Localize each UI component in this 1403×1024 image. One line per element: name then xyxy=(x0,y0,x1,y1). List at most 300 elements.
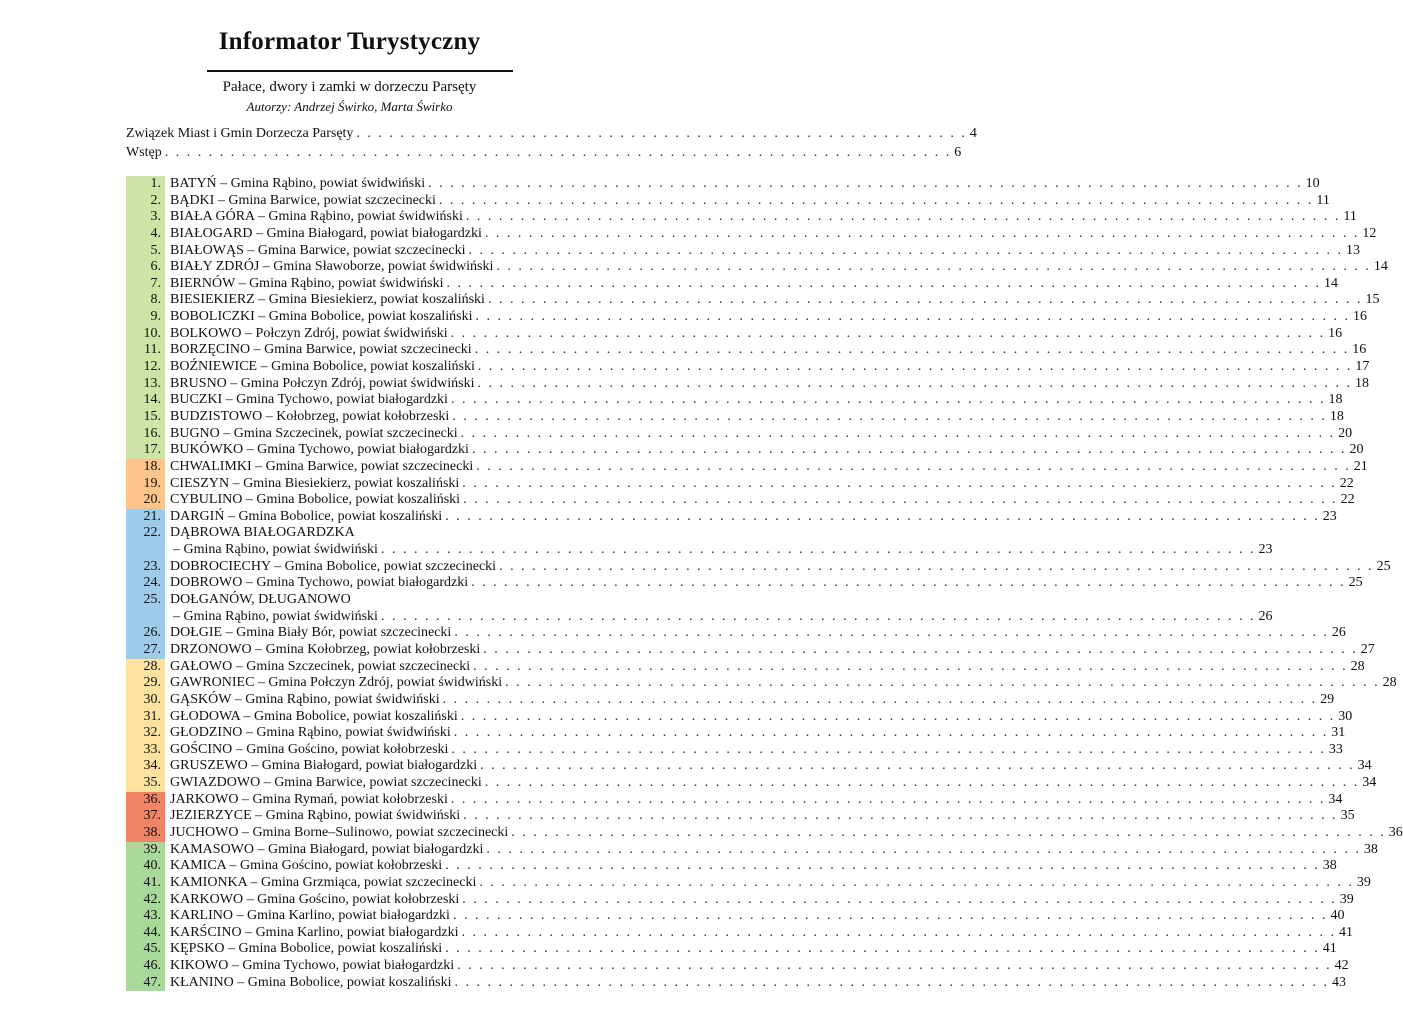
toc-entry xyxy=(165,592,586,609)
toc-page-number: 40 xyxy=(1330,908,1345,924)
toc-row[interactable] xyxy=(126,492,1355,509)
toc-entry-text: BIAŁOGARD – Gmina Białogard, powiat białogardzki xyxy=(170,225,482,241)
toc-number: 36. xyxy=(126,792,165,809)
toc-page-number: 42 xyxy=(1334,958,1349,974)
toc-number xyxy=(126,542,165,559)
toc-entry-text: BORZĘCINO – Gmina Barwice, powiat szczecinecki xyxy=(170,342,472,358)
dot-leader: . . . . . . . . . . . . . . . . . . . . . . . . . . . . . . . . . . . . . . . . . . . . . . . . . . . . . . . . . . . . . . . . . . . . . . . . . . . . . . . . xyxy=(445,941,1320,957)
toc-page-number: 38 xyxy=(1363,841,1378,857)
toc-entry xyxy=(165,342,1367,359)
toc-row[interactable] xyxy=(126,758,1372,775)
toc-number: 39. xyxy=(126,842,165,859)
toc-number: 18. xyxy=(126,459,165,476)
toc-entry-text: DOŁGIE – Gmina Biały Bór, powiat szczecinecki xyxy=(170,625,452,641)
toc-entry-text: KARŚCINO – Gmina Karlino, powiat białogardzki xyxy=(170,924,459,940)
dot-leader: . . . . . . . . . . . . . . . . . . . . . . . . . . . . . . . . . . . . . . . . . . . . . . . . . . . . . . . . . . . . . . . . . . . . . . . . . . . . . . . . xyxy=(446,275,1322,291)
toc-number: 44. xyxy=(126,925,165,942)
toc-row[interactable] xyxy=(126,974,1347,992)
toc-row[interactable] xyxy=(126,525,586,542)
toc-row[interactable] xyxy=(126,924,1354,942)
toc-entry-text: BĄDKI – Gmina Barwice, powiat szczecinecki xyxy=(170,192,436,208)
toc-number: 45. xyxy=(126,941,165,958)
toc-page-number: 10 xyxy=(1305,176,1320,191)
toc-row[interactable] xyxy=(126,691,1335,709)
toc-number: 16. xyxy=(126,426,165,443)
toc-page-number: 29 xyxy=(1320,691,1335,707)
toc-row[interactable] xyxy=(126,242,1360,260)
toc-entry xyxy=(165,408,1344,426)
toc-row[interactable] xyxy=(126,408,1344,426)
toc-entry xyxy=(165,808,1355,825)
toc-row[interactable] xyxy=(126,725,1346,742)
dot-leader: . . . . . . . . . . . . . . . . . . . . . . . . . . . . . . . . . . . . . . . . . . . . . . . . . . . . . . . . . . . . . . . . . . . . . . . . . . . . . . . . xyxy=(496,259,1371,275)
toc-row[interactable] xyxy=(126,958,1349,975)
dot-leader: . . . . . . . . . . . . . . . . . . . . . . . . . . . . . . . . . . . . . . . . . . . . . . . . . . . . . . . . . . . . . . . . . . . . . . . . . . . . . . . . xyxy=(468,242,1343,258)
toc-entry xyxy=(165,475,1354,493)
toc-entry xyxy=(165,192,1330,210)
toc-number: 28. xyxy=(126,659,165,676)
dot-leader: . . . . . . . . . . . . . . . . . . . . . . . . . . . . . . . . . . . . . . . . . . . . . . . . . . . . . . . . . . . . . . . . . . . . . . . . . . . . . . . . xyxy=(484,775,1360,791)
dot-leader: . . . . . . . . . . . . . . . . . . . . . . . . . . . . . . . . . . . . . . . . . . . . . . . . . . . . . . . . . . . . . . . . . . . . . . . . . . . . . . . . xyxy=(474,342,1350,358)
toc-row[interactable] xyxy=(126,342,1367,359)
toc-entry xyxy=(165,176,1320,193)
toc-entry xyxy=(165,675,1397,692)
toc-number: 30. xyxy=(126,692,165,709)
dot-leader: . . . . . . . . . . . . . . . . . . . . . . . . . . . . . . . . . . . . . . . . . . . . . . . . . . . . . . . . . . . . . . . . . . . . . . . . . . . . . . . . xyxy=(460,425,1336,441)
toc-number xyxy=(126,609,165,626)
toc-entry-text: – Gmina Rąbino, powiat świdwiński xyxy=(173,608,378,624)
toc-entry xyxy=(165,309,1368,326)
toc-entry xyxy=(165,575,1363,592)
toc-entry-text: CIESZYN – Gmina Biesiekierz, powiat koszaliński xyxy=(170,475,460,491)
toc-entry-text: BUCZKI – Gmina Tychowo, powiat białogardzki xyxy=(170,392,448,408)
toc-entry-text: BIAŁOWĄS – Gmina Barwice, powiat szczecinecki xyxy=(170,242,466,258)
toc-page-number: 18 xyxy=(1355,375,1369,391)
toc-entry-text: GAWRONIEC – Gmina Połczyn Zdrój, powiat świdwiński xyxy=(170,675,503,691)
toc-page-number: 23 xyxy=(1258,542,1273,558)
toc-entry-text: BATYŃ – Gmina Rąbino, powiat świdwiński xyxy=(170,176,426,191)
toc-row[interactable] xyxy=(126,275,1339,293)
toc-number: 17. xyxy=(126,442,165,459)
intro-item-label: Związek Miast i Gmin Dorzecza Parsęty xyxy=(126,126,354,141)
dot-leader: . . . . . . . . . . . . . . . . . . . . . . . . . . . . . . . . . . . . . . . . . . . . . . . . . . . . . . . . . . . . . . . . . . . . . . . . . . . . . . . . xyxy=(428,176,1303,191)
toc-page-number: 21 xyxy=(1353,458,1368,474)
toc-page-number: 34 xyxy=(1362,775,1377,791)
toc-row[interactable] xyxy=(126,891,1354,909)
toc-entry xyxy=(165,775,1377,792)
toc-number: 29. xyxy=(126,675,165,692)
toc-number: 24. xyxy=(126,575,165,592)
dot-leader: . . . . . . . . . . . . . . . . . . . . . . . . . . . . . . . . . . . . . . . . . . . . . . . . . . . . . . . . xyxy=(356,126,967,141)
toc-entry-text: GOŚCINO – Gmina Gościno, powiat kołobrzeski xyxy=(170,741,449,757)
toc-page-number: 34 xyxy=(1357,758,1372,774)
toc-row[interactable] xyxy=(126,425,1353,443)
dot-leader: . . . . . . . . . . . . . . . . . . . . . . . . . . . . . . . . . . . . . . . . . . . . . . . . . . . . . . . . . . . . . . . . . . . . . . . . . . . . . . . . xyxy=(463,492,1338,508)
toc-entry-text: KAMICA – Gmina Gościno, powiat kołobrzeski xyxy=(170,858,443,874)
toc-entry-text: KARKOWO – Gmina Gościno, powiat kołobrzeski xyxy=(170,891,460,907)
toc-page-number: 28 xyxy=(1350,658,1365,674)
toc-entry-text: JARKOWO – Gmina Rymań, powiat kołobrzeski xyxy=(170,791,448,807)
toc-page-number: 30 xyxy=(1338,708,1353,724)
toc-row[interactable] xyxy=(126,608,1273,626)
toc-number: 20. xyxy=(126,492,165,509)
toc-row[interactable] xyxy=(126,841,1378,859)
dot-leader: . . . . . . . . . . . . . . . . . . . . . . . . . . . . . . . . . . . . . . . . . . . . . . . . . . . . . . . . . . . . . . . . . . . . . . . . . . . . . . . . xyxy=(471,442,1347,458)
toc-row[interactable] xyxy=(126,542,1273,559)
toc-page-number: 18 xyxy=(1329,408,1344,424)
toc-page-number: 20 xyxy=(1338,425,1353,441)
toc-page-number: 15 xyxy=(1365,292,1380,308)
toc-page-number: 14 xyxy=(1373,259,1388,275)
toc-entry-text: DOŁGANÓW, DŁUGANOWO xyxy=(170,592,351,608)
toc-row[interactable] xyxy=(126,325,1343,343)
toc-row[interactable] xyxy=(126,641,1375,659)
toc-entry xyxy=(165,641,1375,659)
toc-page-number: 14 xyxy=(1324,275,1339,291)
intro-item[interactable] xyxy=(126,143,962,162)
toc-entry-text: DARGIŃ – Gmina Bobolice, powiat koszaliński xyxy=(170,508,443,524)
toc-number: 37. xyxy=(126,808,165,825)
toc-page-number: 38 xyxy=(1322,858,1337,874)
intro-item[interactable] xyxy=(126,124,977,143)
toc-entry xyxy=(165,425,1353,443)
toc-entry xyxy=(165,974,1347,992)
toc-number: 26. xyxy=(126,625,165,642)
toc-entry xyxy=(165,891,1354,909)
toc-page-number: 26 xyxy=(1258,608,1273,624)
toc-entry-text: CHWALIMKI – Gmina Barwice, powiat szczecinecki xyxy=(170,458,474,474)
toc-row[interactable] xyxy=(126,658,1365,676)
dot-leader: . . . . . . . . . . . . . . . . . . . . . . . . . . . . . . . . . . . . . . . . . . . . . . . . . . . . . . . . . . . . . . . . . . . . . . . . . . . . . . . . xyxy=(454,974,1330,990)
toc-entry-text: GŁODZINO – Gmina Rąbino, powiat świdwiński xyxy=(170,725,451,741)
toc-number: 23. xyxy=(126,559,165,576)
toc-entry-text: BIAŁA GÓRA – Gmina Rąbino, powiat świdwiński xyxy=(170,209,463,225)
dot-leader: . . . . . . . . . . . . . . . . . . . . . . . . . . . . . . . . . . . . . . . . . . . . . . . . . . . . . . . . . . . . . . . . . . . . . . . . . . . . . . . . xyxy=(479,874,1354,890)
toc-entry-text: KIKOWO – Gmina Tychowo, powiat białogardzki xyxy=(170,958,455,974)
toc-page-number: 17 xyxy=(1355,359,1370,375)
dot-leader: . . . . . . . . . . . . . . . . . . . . . . . . . . . . . . . . . . . . . . . . . . . . . . . . . . . . . . . . . . . . . . . . . . . . . . . . . . . . . . . . xyxy=(445,508,1320,524)
toc-number: 6. xyxy=(126,259,165,276)
toc-row[interactable] xyxy=(126,625,1346,642)
toc-row[interactable] xyxy=(126,192,1330,210)
toc-entry xyxy=(165,608,1273,626)
toc-entry xyxy=(165,225,1377,243)
title-divider xyxy=(207,70,513,72)
toc-entry-text: KŁANINO – Gmina Bobolice, powiat koszaliński xyxy=(170,974,452,990)
dot-leader: . . . . . . . . . . . . . . . . . . . . . . . . . . . . . . . . . . . . . . . . . . . . . . . . . . . . . . . . . . . . . . . . . . . . . . . . . . . . . . . . xyxy=(457,958,1332,974)
dot-leader: . . . . . . . . . . . . . . . . . . . . . . . . . . . . . . . . . . . . . . . . . . . . . . . . . . . . . . . . . . . . . . . . . . . . . . . . . . . . . . . . xyxy=(477,359,1353,375)
toc-number: 40. xyxy=(126,858,165,875)
toc-entry xyxy=(165,542,1273,559)
toc-entry-text: GAŁOWO – Gmina Szczecinek, powiat szczecinecki xyxy=(170,658,471,674)
toc-number: 19. xyxy=(126,476,165,493)
dot-leader: . . . . . . . . . . . . . . . . . . . . . . . . . . . . . . . . . . . . . . . . . . . . . . . . . . . . . . . . . . . . . . . . . . . . . . . . . . . . . . . . xyxy=(463,808,1338,824)
toc-entry xyxy=(165,508,1337,526)
toc-number: 22. xyxy=(126,525,165,542)
toc-row[interactable] xyxy=(126,309,1368,326)
toc-number: 7. xyxy=(126,276,165,293)
dot-leader: . . . . . . . . . . . . . . . . . . . . . . . . . . . . . . . . . . . . . . . . . . . . . . . . . . . . . . . . . . . . . . . . . . . . . . . . . . . . . . . . xyxy=(460,708,1336,724)
dot-leader: . . . . . . . . . . . . . . . . . . . . . . . . . . . . . . . . . . . . . . . . . . . . . . . . . . . . . . . . . . . . . . . . . . . . . . . . . . . . . . . . xyxy=(453,725,1329,741)
toc-page-number: 18 xyxy=(1328,392,1343,408)
toc-page-number: 39 xyxy=(1356,874,1371,890)
toc-entry-text: DOBROWO – Gmina Tychowo, powiat białogardzki xyxy=(170,575,469,591)
toc-entry xyxy=(165,791,1343,809)
toc-number: 15. xyxy=(126,409,165,426)
toc-row[interactable] xyxy=(126,209,1357,226)
toc-number: 3. xyxy=(126,209,165,226)
toc-number: 27. xyxy=(126,642,165,659)
toc-entry-text: DĄBROWA BIAŁOGARDZKA xyxy=(170,525,355,541)
toc-page-number: 16 xyxy=(1328,325,1343,341)
toc-page-number: 25 xyxy=(1348,575,1363,591)
toc-number: 2. xyxy=(126,193,165,210)
toc-entry-text: GRUSZEWO – Gmina Białogard, powiat białogardzki xyxy=(170,758,478,774)
toc-row[interactable] xyxy=(126,941,1337,958)
dot-leader: . . . . . . . . . . . . . . . . . . . . . . . . . . . . . . . . . . . . . . . . . . . . . . . . . . . . . . . . . . . . . . . . . . . . . . . . . . . . . . . . xyxy=(476,458,1351,474)
toc-entry xyxy=(165,758,1372,775)
toc-entry-text: CYBULINO – Gmina Bobolice, powiat koszaliński xyxy=(170,492,461,508)
toc-entry xyxy=(165,858,1337,875)
toc-row[interactable] xyxy=(126,176,1320,193)
dot-leader: . . . . . . . . . . . . . . . . . . . . . . . . . . . . . . . . . . . . . . . . . . . . . . . . . . . . . . . . . . . . . . . . . . . . . . . . . . . . . . . . xyxy=(380,542,1256,558)
toc-row[interactable] xyxy=(126,508,1337,526)
toc-page-number: 34 xyxy=(1328,791,1343,807)
dot-leader: . . . . . . . . . . . . . . . . . . . . . . . . . . . . . . . . . . . . . . . . . . . . . . . . . . . . . . . . . . . . . . . . . . . . . . . . . . . . . . . . xyxy=(452,408,1327,424)
toc-row[interactable] xyxy=(126,824,1403,842)
toc-entry-text: BIERNÓW – Gmina Rąbino, powiat świdwiński xyxy=(170,275,444,291)
toc-number: 42. xyxy=(126,892,165,909)
toc-number: 41. xyxy=(126,875,165,892)
toc-entry xyxy=(165,525,586,542)
toc-entry-text: KARLINO – Gmina Karlino, powiat białogardzki xyxy=(170,908,450,924)
toc-entry xyxy=(165,874,1371,892)
toc-entry-text: DOBROCIECHY – Gmina Bobolice, powiat szczecinecki xyxy=(170,558,497,574)
intro-item-page: 4 xyxy=(969,126,977,141)
toc-entry-text: GŁODOWA – Gmina Bobolice, powiat koszaliński xyxy=(170,708,458,724)
dot-leader: . . . . . . . . . . . . . . . . . . . . . . . . . . . . . . . . . . . . . . . . . . . . . . . . . . . . . . . . . . . . . . . . . . . . . . . . . . . . . . . . xyxy=(477,375,1352,391)
toc-entry xyxy=(165,941,1337,958)
toc-row[interactable] xyxy=(126,392,1343,409)
toc-entry xyxy=(165,691,1335,709)
toc-page-number: 43 xyxy=(1332,974,1347,990)
authors-line: Autorzy: Andrzej Świrko, Marta Świrko xyxy=(246,99,453,114)
dot-leader: . . . . . . . . . . . . . . . . . . . . . . . . . . . . . . . . . . . . . . . . . . . . . . . . . . . . . . . . . . . . . . . . . . . . . . . . xyxy=(164,145,952,160)
toc-entry-text: JUCHOWO – Gmina Borne–Sulinowo, powiat szczecinecki xyxy=(170,824,509,840)
dot-leader: . . . . . . . . . . . . . . . . . . . . . . . . . . . . . . . . . . . . . . . . . . . . . . . . . . . . . . . . . . . . . . . . . . . . . . . . . . . . . . . . xyxy=(461,924,1337,940)
toc-number: 33. xyxy=(126,742,165,759)
toc-row[interactable] xyxy=(126,775,1377,792)
toc-entry-text: BIAŁY ZDRÓJ – Gmina Sławoborze, powiat świdwiński xyxy=(170,259,494,275)
dot-leader: . . . . . . . . . . . . . . . . . . . . . . . . . . . . . . . . . . . . . . . . . . . . . . . . . . . . . . . . . . . . . . . . . . . . . . . . . . . . . . . . xyxy=(511,824,1386,840)
dot-leader: . . . . . . . . . . . . . . . . . . . . . . . . . . . . . . . . . . . . . . . . . . . . . . . . . . . . . . . . . . . . . . . . . . . . . . . . . . . . . . . . xyxy=(450,325,1326,341)
toc-page-number: 36 xyxy=(1388,824,1403,840)
toc-page-number: 39 xyxy=(1339,891,1354,907)
toc-number: 5. xyxy=(126,243,165,260)
toc-row[interactable] xyxy=(126,442,1364,459)
toc-number: 34. xyxy=(126,758,165,775)
toc-row[interactable] xyxy=(126,858,1337,875)
toc-page-number: 13 xyxy=(1345,242,1360,258)
dot-leader: . . . . . . . . . . . . . . . . . . . . . . . . . . . . . . . . . . . . . . . . . . . . . . . . . . . . . . . . . . . . . . . . . . . . . . . . . . . . . . . . xyxy=(480,758,1355,774)
dot-leader: . . . . . . . . . . . . . . . . . . . . . . . . . . . . . . . . . . . . . . . . . . . . . . . . . . . . . . . . . . . . . . . . . . . . . . . . . . . . . . . . xyxy=(451,741,1326,757)
toc-entry xyxy=(165,375,1369,393)
toc-number: 21. xyxy=(126,509,165,526)
toc-number: 8. xyxy=(126,292,165,309)
toc-entry xyxy=(165,625,1346,642)
toc-page-number: 41 xyxy=(1322,941,1337,957)
toc-entry xyxy=(165,292,1380,309)
toc-page-number: 12 xyxy=(1362,225,1377,241)
toc-entry-text: BOLKOWO – Połczyn Zdrój, powiat świdwiński xyxy=(170,325,448,341)
toc-number: 10. xyxy=(126,326,165,343)
toc-entry-text: BUKÓWKO – Gmina Tychowo, powiat białogardzki xyxy=(170,442,469,458)
toc-number: 13. xyxy=(126,376,165,393)
toc-row[interactable] xyxy=(126,475,1354,493)
toc-entry xyxy=(165,325,1343,343)
intro-list xyxy=(126,124,977,162)
toc-number: 31. xyxy=(126,709,165,726)
dot-leader: . . . . . . . . . . . . . . . . . . . . . . . . . . . . . . . . . . . . . . . . . . . . . . . . . . . . . . . . . . . . . . . . . . . . . . . . . . . . . . . . xyxy=(445,858,1320,874)
toc-row[interactable] xyxy=(126,259,1388,276)
toc-page-number: 11 xyxy=(1343,209,1357,225)
toc-entry xyxy=(165,209,1357,226)
dot-leader: . . . . . . . . . . . . . . . . . . . . . . . . . . . . . . . . . . . . . . . . . . . . . . . . . . . . . . . . . . . . . . . . . . . . . . . . . . . . . . . . xyxy=(487,292,1363,308)
dot-leader: . . . . . . . . . . . . . . . . . . . . . . . . . . . . . . . . . . . . . . . . . . . . . . . . . . . . . . . . . . . . . . . . . . . . . . . . . . . . . . . . xyxy=(475,309,1351,325)
page-title: Informator Turystyczny xyxy=(218,28,481,55)
toc-entry-text: BOBOLICZKI – Gmina Bobolice, powiat koszaliński xyxy=(170,309,473,325)
toc-number: 47. xyxy=(126,975,165,992)
toc-entry-text: JEZIERZYCE – Gmina Rąbino, powiat świdwiński xyxy=(170,808,461,824)
toc-entry xyxy=(165,841,1378,859)
toc-row[interactable] xyxy=(126,292,1380,309)
dot-leader: . . . . . . . . . . . . . . . . . . . . . . . . . . . . . . . . . . . . . . . . . . . . . . . . . . . . . . . . . . . . . . . . . . . . . . . . . . . . . . . . xyxy=(454,625,1329,641)
toc-entry xyxy=(165,359,1370,376)
toc-number: 25. xyxy=(126,592,165,609)
toc-number: 9. xyxy=(126,309,165,326)
toc-entry-text: BRUSNO – Gmina Połczyn Zdrój, powiat świdwiński xyxy=(170,375,475,391)
toc-page-number: 28 xyxy=(1382,675,1397,691)
toc-entry-text: KĘPSKO – Gmina Bobolice, powiat koszaliński xyxy=(170,941,443,957)
dot-leader: . . . . . . . . . . . . . . . . . . . . . . . . . . . . . . . . . . . . . . . . . . . . . . . . . . . . . . . . . . . . . . . . . . . . . . . . . . . . . . . . xyxy=(452,908,1328,924)
toc-number: 46. xyxy=(126,958,165,975)
dot-leader: . . . . . . . . . . . . . . . . . . . . . . . . . . . . . . . . . . . . . . . . . . . . . . . . . . . . . . . . . . . . . . . . . . . . . . . . . . . . . . . . xyxy=(486,841,1361,857)
dot-leader: . . . . . . . . . . . . . . . . . . . . . . . . . . . . . . . . . . . . . . . . . . . . . . . . . . . . . . . . . . . . . . . . . . . . . . . . . . . . . . . . xyxy=(483,641,1358,657)
intro-item-label: Wstęp xyxy=(126,145,162,160)
toc-page-number: 16 xyxy=(1353,309,1368,325)
toc-row[interactable] xyxy=(126,741,1343,759)
table-of-contents xyxy=(126,176,1403,991)
toc-entry-text: KAMIONKA – Gmina Grzmiąca, powiat szczecinecki xyxy=(170,874,477,890)
dot-leader: . . . . . . . . . . . . . . . . . . . . . . . . . . . . . . . . . . . . . . . . . . . . . . . . . . . . . . . . . . . . . . . . . . . . . . . . . . . . . . . . xyxy=(473,658,1348,674)
toc-page-number: 16 xyxy=(1352,342,1367,358)
dot-leader: . . . . . . . . . . . . . . . . . . . . . . . . . . . . . . . . . . . . . . . . . . . . . . . . . . . . . . . . . . . . . . . . . . . . . . . . . . . . . . . . xyxy=(499,558,1374,574)
toc-entry xyxy=(165,924,1354,942)
toc-entry xyxy=(165,492,1355,509)
intro-item-page: 6 xyxy=(954,145,962,160)
toc-row[interactable] xyxy=(126,558,1391,576)
toc-entry xyxy=(165,242,1360,260)
toc-page-number: 35 xyxy=(1340,808,1355,824)
toc-row[interactable] xyxy=(126,908,1345,925)
toc-page-number: 41 xyxy=(1339,924,1354,940)
dot-leader: . . . . . . . . . . . . . . . . . . . . . . . . . . . . . . . . . . . . . . . . . . . . . . . . . . . . . . . . . . . . . . . . . . . . . . . . . . . . . . . . xyxy=(450,392,1326,408)
toc-row[interactable] xyxy=(126,708,1353,726)
toc-page-number: 11 xyxy=(1316,192,1330,208)
dot-leader: . . . . . . . . . . . . . . . . . . . . . . . . . . . . . . . . . . . . . . . . . . . . . . . . . . . . . . . . . . . . . . . . . . . . . . . . . . . . . . . . xyxy=(450,791,1326,807)
toc-page-number: 27 xyxy=(1360,641,1375,657)
toc-row[interactable] xyxy=(126,375,1369,393)
toc-entry-text: BUDZISTOWO – Kołobrzeg, powiat kołobrzeski xyxy=(170,408,450,424)
toc-entry-text: – Gmina Rąbino, powiat świdwiński xyxy=(173,542,378,558)
toc-number: 38. xyxy=(126,825,165,842)
toc-row[interactable] xyxy=(126,575,1363,592)
toc-entry-text: GĄSKÓW – Gmina Rąbino, powiat świdwiński xyxy=(170,691,440,707)
toc-page-number: 22 xyxy=(1340,492,1355,508)
dot-leader: . . . . . . . . . . . . . . . . . . . . . . . . . . . . . . . . . . . . . . . . . . . . . . . . . . . . . . . . . . . . . . . . . . . . . . . . . . . . . . . . xyxy=(380,608,1256,624)
dot-leader: . . . . . . . . . . . . . . . . . . . . . . . . . . . . . . . . . . . . . . . . . . . . . . . . . . . . . . . . . . . . . . . . . . . . . . . . . . . . . . . . xyxy=(438,192,1314,208)
toc-row[interactable] xyxy=(126,592,586,609)
dot-leader: . . . . . . . . . . . . . . . . . . . . . . . . . . . . . . . . . . . . . . . . . . . . . . . . . . . . . . . . . . . . . . . . . . . . . . . . . . . . . . . . xyxy=(442,691,1318,707)
dot-leader: . . . . . . . . . . . . . . . . . . . . . . . . . . . . . . . . . . . . . . . . . . . . . . . . . . . . . . . . . . . . . . . . . . . . . . . . . . . . . . . . xyxy=(505,675,1380,691)
toc-number: 4. xyxy=(126,226,165,243)
toc-row[interactable] xyxy=(126,225,1377,243)
toc-row[interactable] xyxy=(126,359,1370,376)
toc-entry xyxy=(165,458,1368,476)
toc-page-number: 25 xyxy=(1376,558,1391,574)
dot-leader: . . . . . . . . . . . . . . . . . . . . . . . . . . . . . . . . . . . . . . . . . . . . . . . . . . . . . . . . . . . . . . . . . . . . . . . . . . . . . . . . xyxy=(462,475,1337,491)
toc-row[interactable] xyxy=(126,791,1343,809)
toc-entry xyxy=(165,392,1343,409)
toc-number: 43. xyxy=(126,908,165,925)
toc-page-number: 31 xyxy=(1331,725,1346,741)
toc-entry-text: BUGNO – Gmina Szczecinek, powiat szczecinecki xyxy=(170,425,458,441)
toc-entry-text: DRZONOWO – Gmina Kołobrzeg, powiat kołobrzeski xyxy=(170,641,481,657)
toc-number: 14. xyxy=(126,392,165,409)
toc-row[interactable] xyxy=(126,808,1355,825)
toc-number: 12. xyxy=(126,359,165,376)
toc-entry xyxy=(165,958,1349,975)
toc-page-number: 23 xyxy=(1322,508,1337,524)
toc-entry xyxy=(165,275,1339,293)
toc-entry-text: KAMASOWO – Gmina Białogard, powiat białogardzki xyxy=(170,841,484,857)
dot-leader: . . . . . . . . . . . . . . . . . . . . . . . . . . . . . . . . . . . . . . . . . . . . . . . . . . . . . . . . . . . . . . . . . . . . . . . . . . . . . . . . xyxy=(484,225,1360,241)
toc-entry xyxy=(165,741,1343,759)
toc-entry xyxy=(165,558,1391,576)
toc-number: 32. xyxy=(126,725,165,742)
dot-leader: . . . . . . . . . . . . . . . . . . . . . . . . . . . . . . . . . . . . . . . . . . . . . . . . . . . . . . . . . . . . . . . . . . . . . . . . . . . . . . . . xyxy=(462,891,1337,907)
toc-row[interactable] xyxy=(126,874,1371,892)
toc-entry xyxy=(165,708,1353,726)
toc-entry xyxy=(165,658,1365,676)
page-subtitle: Pałace, dwory i zamki w dorzeczu Parsęty xyxy=(222,79,477,95)
toc-entry xyxy=(165,442,1364,459)
toc-page-number: 33 xyxy=(1328,741,1343,757)
toc-entry-text: BIESIEKIERZ – Gmina Biesiekierz, powiat koszaliński xyxy=(170,292,485,308)
toc-number: 11. xyxy=(126,342,165,359)
toc-page-number: 20 xyxy=(1349,442,1364,458)
toc-page-number: 26 xyxy=(1331,625,1346,641)
dot-leader: . . . . . . . . . . . . . . . . . . . . . . . . . . . . . . . . . . . . . . . . . . . . . . . . . . . . . . . . . . . . . . . . . . . . . . . . . . . . . . . . xyxy=(465,209,1341,225)
toc-row[interactable] xyxy=(126,458,1368,476)
toc-entry-text: BOŹNIEWICE – Gmina Bobolice, powiat koszaliński xyxy=(170,359,475,375)
dot-leader: . . . . . . . . . . . . . . . . . . . . . . . . . . . . . . . . . . . . . . . . . . . . . . . . . . . . . . . . . . . . . . . . . . . . . . . . . . . . . . . . xyxy=(471,575,1346,591)
toc-entry xyxy=(165,908,1345,925)
toc-entry xyxy=(165,824,1403,842)
toc-row[interactable] xyxy=(126,675,1397,692)
toc-entry-text: GWIAZDOWO – Gmina Barwice, powiat szczecinecki xyxy=(170,775,482,791)
toc-number: 35. xyxy=(126,775,165,792)
